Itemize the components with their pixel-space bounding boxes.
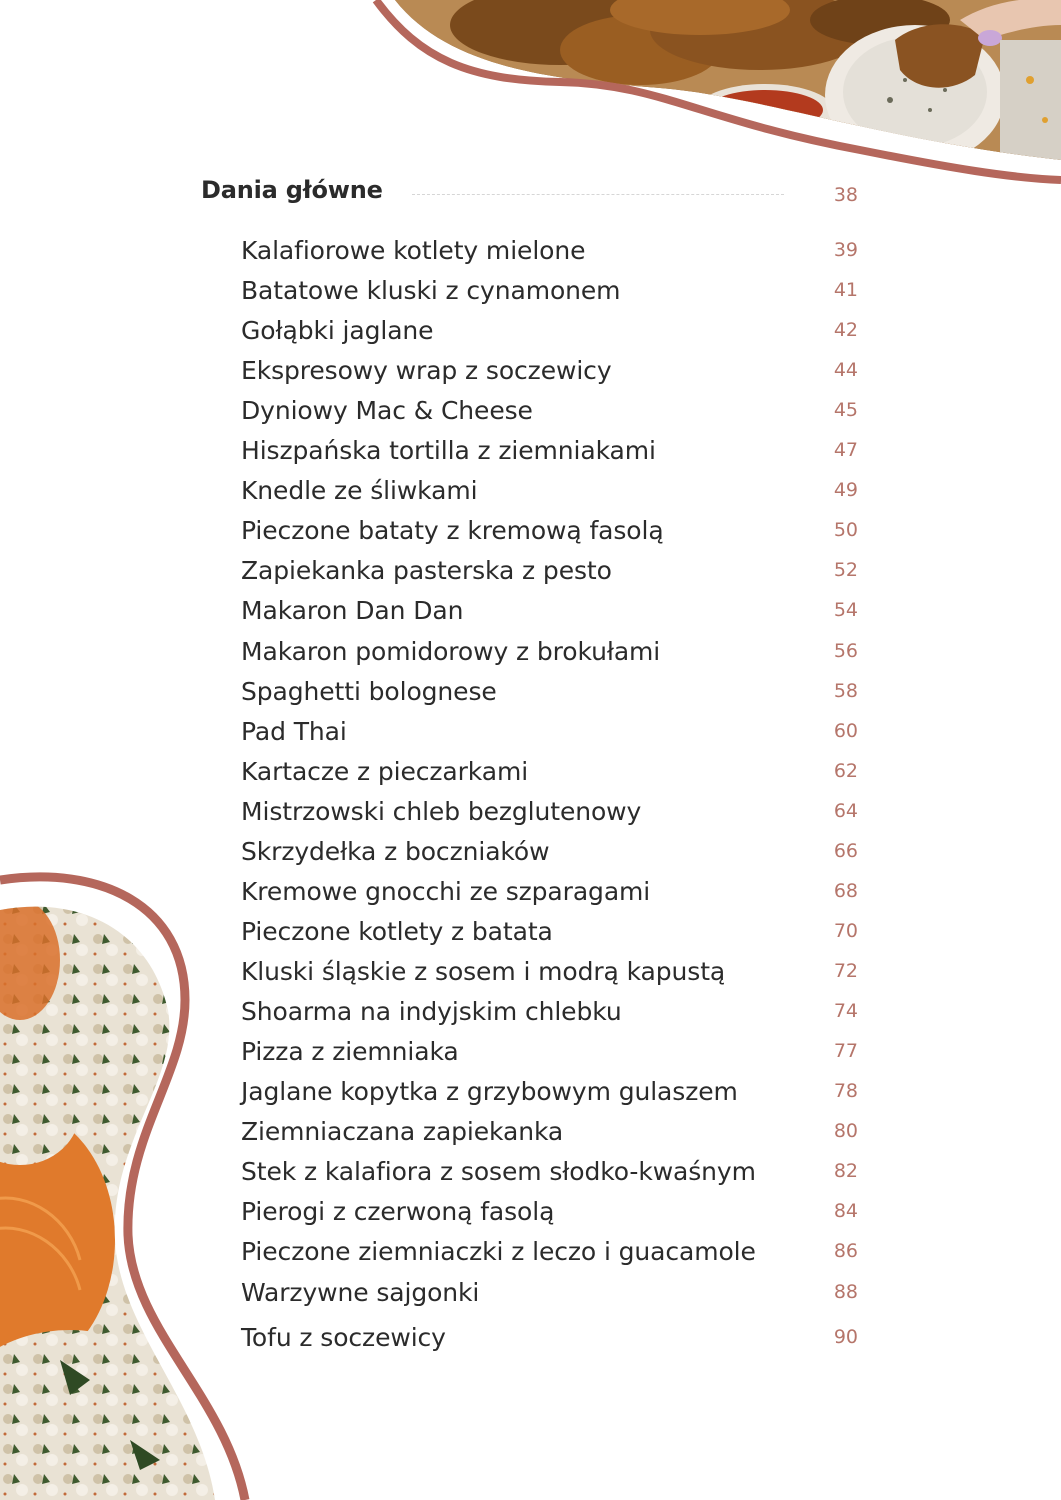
toc-entry-page-number: 88 <box>833 1281 858 1303</box>
toc-entry-page-number: 52 <box>833 559 858 581</box>
toc-entry-title: Jaglane kopytka z grzybowym gulaszem <box>241 1077 738 1106</box>
toc-entry[interactable] <box>0 717 1061 757</box>
toc-entry-page-number: 64 <box>833 800 858 822</box>
toc-entry-title: Spaghetti bolognese <box>241 677 497 706</box>
section-leader-line <box>412 194 784 195</box>
toc-entry-page-number: 70 <box>833 920 858 942</box>
toc-entry-page-number: 41 <box>833 279 858 301</box>
toc-entry-page-number: 84 <box>833 1200 858 1222</box>
toc-entry[interactable] <box>0 516 1061 556</box>
toc-entry-page-number: 45 <box>833 399 858 421</box>
toc-entry[interactable] <box>0 757 1061 797</box>
toc-entry-title: Pierogi z czerwoną fasolą <box>241 1197 555 1226</box>
toc-entry-page-number: 54 <box>833 599 858 621</box>
toc-entry-title: Shoarma na indyjskim chlebku <box>241 997 622 1026</box>
toc-entry[interactable] <box>0 997 1061 1037</box>
toc-entry-title: Skrzydełka z boczniaków <box>241 837 550 866</box>
toc-entry-title: Ekspresowy wrap z soczewicy <box>241 356 612 385</box>
toc-entry-title: Pieczone bataty z kremową fasolą <box>241 516 664 545</box>
toc-entry-title: Pieczone ziemniaczki z leczo i guacamole <box>241 1237 756 1266</box>
toc-entry-page-number: 44 <box>833 359 858 381</box>
toc-entry-title: Knedle ze śliwkami <box>241 476 478 505</box>
toc-entry[interactable] <box>0 1278 1061 1318</box>
toc-entry-title: Kartacze z pieczarkami <box>241 757 529 786</box>
toc-entry-title: Makaron Dan Dan <box>241 596 464 625</box>
toc-entry[interactable] <box>0 1237 1061 1277</box>
toc-entry-page-number: 72 <box>833 960 858 982</box>
toc-entry-page-number: 68 <box>833 880 858 902</box>
toc-entry-title: Tofu z soczewicy <box>241 1323 446 1352</box>
toc-entry-page-number: 74 <box>833 1000 858 1022</box>
toc-entry-title: Gołąbki jaglane <box>241 316 434 345</box>
toc-entry[interactable] <box>0 356 1061 396</box>
toc-entry-page-number: 47 <box>833 439 858 461</box>
toc-entry-title: Mistrzowski chleb bezglutenowy <box>241 797 642 826</box>
toc-entry-page-number: 58 <box>833 680 858 702</box>
toc-entry[interactable] <box>0 236 1061 276</box>
toc-entry-page-number: 56 <box>833 640 858 662</box>
toc-entry-title: Pieczone kotlety z batata <box>241 917 553 946</box>
toc-entry-title: Hiszpańska tortilla z ziemniakami <box>241 436 656 465</box>
section-page-number: 38 <box>833 184 858 206</box>
toc-entry-page-number: 78 <box>833 1080 858 1102</box>
toc-entry-title: Kalafiorowe kotlety mielone <box>241 236 586 265</box>
toc-entry[interactable] <box>0 1117 1061 1157</box>
toc-entry[interactable] <box>0 877 1061 917</box>
toc-entry[interactable] <box>0 797 1061 837</box>
toc-entry[interactable] <box>0 917 1061 957</box>
toc-entry[interactable] <box>0 596 1061 636</box>
toc-entry-title: Zapiekanka pasterska z pesto <box>241 556 612 585</box>
toc-entry-title: Warzywne sajgonki <box>241 1278 480 1307</box>
toc-entry-title: Stek z kalafiora z sosem słodko-kwaśnym <box>241 1157 756 1186</box>
toc-entry-page-number: 86 <box>833 1240 858 1262</box>
toc-entry-title: Ziemniaczana zapiekanka <box>241 1117 564 1146</box>
toc-entry[interactable] <box>0 476 1061 516</box>
toc-entry-page-number: 39 <box>833 239 858 261</box>
toc-entry[interactable] <box>0 1323 1061 1363</box>
toc-entry-page-number: 90 <box>833 1326 858 1348</box>
toc-entry[interactable] <box>0 556 1061 596</box>
toc-entry-title: Kluski śląskie z sosem i modrą kapustą <box>241 957 726 986</box>
toc-entry[interactable] <box>0 1197 1061 1237</box>
toc-entry[interactable] <box>0 677 1061 717</box>
toc-entry-page-number: 66 <box>833 840 858 862</box>
toc-entry-page-number: 50 <box>833 519 858 541</box>
toc-entry[interactable] <box>0 1077 1061 1117</box>
toc-entry[interactable] <box>0 396 1061 436</box>
toc-entry-page-number: 82 <box>833 1160 858 1182</box>
toc-entry[interactable] <box>0 1037 1061 1077</box>
toc-entry-page-number: 80 <box>833 1120 858 1142</box>
toc-entry-title: Makaron pomidorowy z brokułami <box>241 637 661 666</box>
toc-entry[interactable] <box>0 837 1061 877</box>
toc-entry-title: Pizza z ziemniaka <box>241 1037 459 1066</box>
toc-entry-page-number: 42 <box>833 319 858 341</box>
toc-entry-page-number: 77 <box>833 1040 858 1062</box>
toc-entry[interactable] <box>0 957 1061 997</box>
toc-entry[interactable] <box>0 436 1061 476</box>
toc-entry-title: Pad Thai <box>241 717 347 746</box>
toc-entry-title: Kremowe gnocchi ze szparagami <box>241 877 651 906</box>
toc-entry-page-number: 62 <box>833 760 858 782</box>
toc-entry-title: Batatowe kluski z cynamonem <box>241 276 621 305</box>
toc-entry[interactable] <box>0 276 1061 316</box>
section-title: Dania główne <box>201 176 383 204</box>
toc-entry[interactable] <box>0 637 1061 677</box>
toc-entry-title: Dyniowy Mac & Cheese <box>241 396 533 425</box>
toc-entry-page-number: 60 <box>833 720 858 742</box>
toc-entry[interactable] <box>0 1157 1061 1197</box>
toc-entry[interactable] <box>0 316 1061 356</box>
toc-entry-page-number: 49 <box>833 479 858 501</box>
